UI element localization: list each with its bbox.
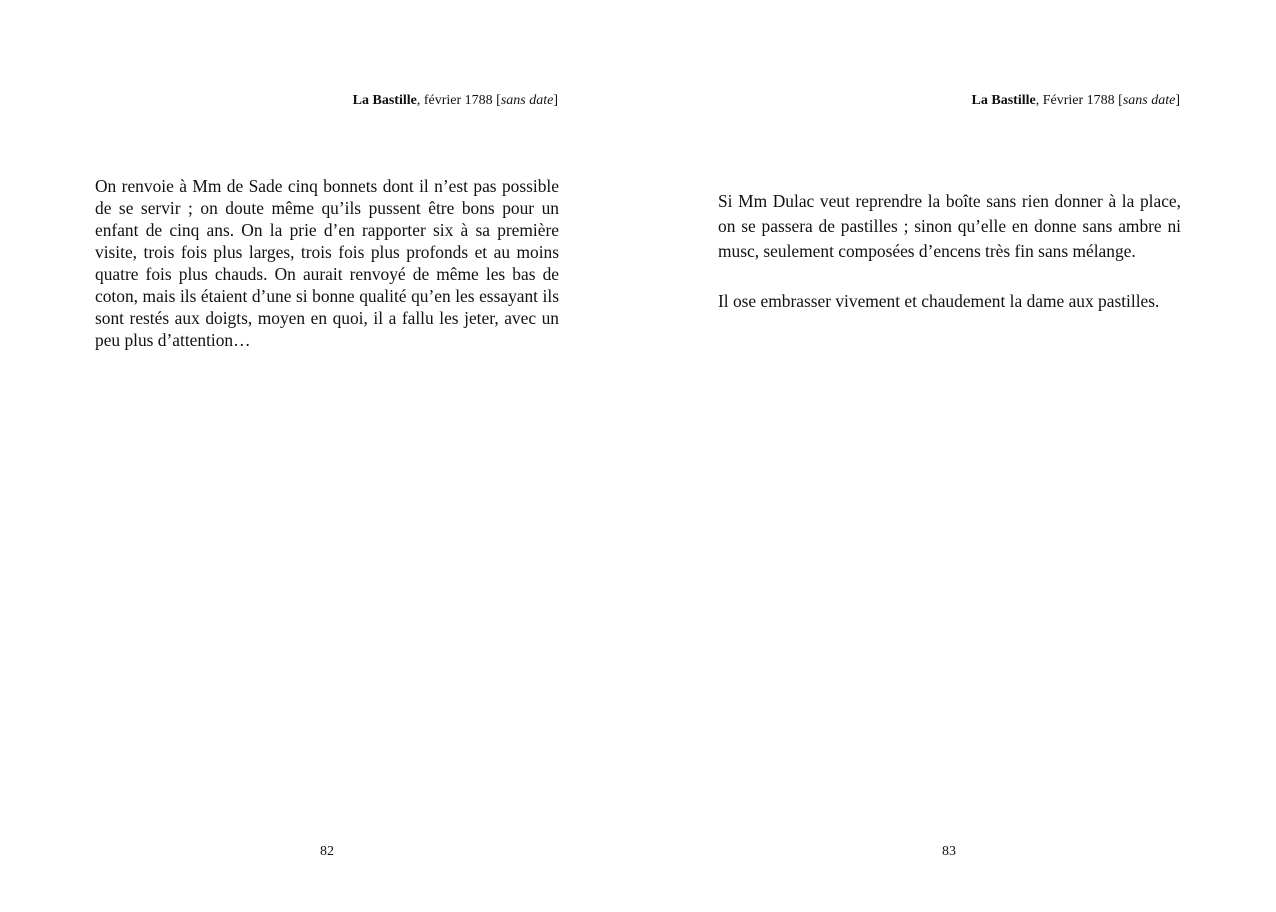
left-header-bracket-open: [ bbox=[496, 93, 501, 108]
left-paragraph-1: On renvoie à Mm de Sade cinq bonnets dont il n’est pas possible de se servir ; on doute même qu’ils pussent être bons pour un enfant de cinq ans. On la prie d’en rapporter six à sa première visite, trois fois plus larges, trois fois plus profonds et au moins quatre fois plus chauds. On aurait renvoyé de même les bas de coton, mais ils étaient d’une si bonne qualité qu’en les essayant ils sont restés aux doigts, moyen en quoi, il a fallu les jeter, avec un peu plus d’attention… bbox=[95, 176, 559, 350]
left-header-nodate: sans date bbox=[500, 93, 554, 108]
right-body-text bbox=[718, 189, 1181, 314]
left-page-number: 82 bbox=[320, 844, 334, 859]
right-page-number: 83 bbox=[942, 844, 956, 859]
right-header-bracket-close: ] bbox=[1175, 93, 1180, 108]
right-header-nodate: sans date bbox=[1122, 93, 1176, 108]
right-header-bracket-open: [ bbox=[1118, 93, 1123, 108]
left-running-head bbox=[353, 92, 558, 110]
left-header-date: février 1788 bbox=[423, 93, 497, 108]
right-header-date: Février 1788 bbox=[1042, 93, 1119, 108]
left-header-place: La Bastille bbox=[352, 93, 417, 108]
right-header-place: La Bastille bbox=[971, 93, 1036, 108]
right-running-head bbox=[972, 92, 1180, 110]
left-header-separator: , bbox=[416, 93, 424, 108]
left-header-bracket-close: ] bbox=[553, 93, 558, 108]
left-body-text bbox=[95, 175, 559, 351]
right-page bbox=[638, 0, 1276, 912]
right-paragraph-2: Il ose embrasser vivement et chaudement la dame aux pastilles. bbox=[718, 291, 1160, 311]
right-paragraph-1: Si Mm Dulac veut reprendre la boîte sans rien donner à la place, on se passera de pastilles ; sinon qu’elle en donne sans ambre ni musc, seulement composées d’encens très fin sans mélange. bbox=[718, 191, 1181, 261]
right-header-separator: , bbox=[1035, 93, 1043, 108]
